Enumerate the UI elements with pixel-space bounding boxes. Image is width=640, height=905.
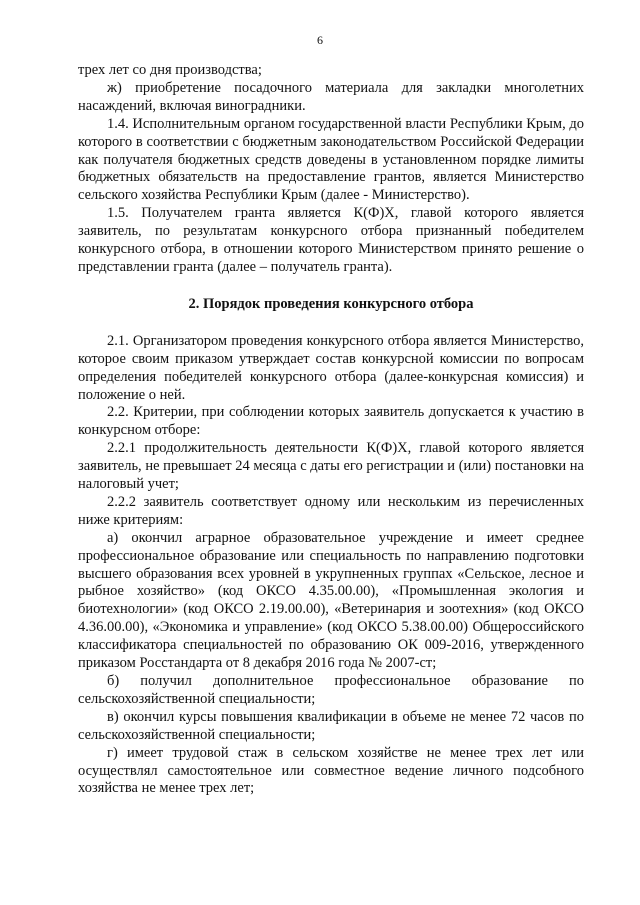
criterion-b: б) получил дополнительное профессиональное образование по сельскохозяйственной специальности; bbox=[78, 673, 584, 707]
paragraph-2-2-1: 2.2.1 продолжительность деятельности К(Ф)Х, главой которого является заявитель, не превышает 24 месяца с даты его регистрации и (или) постановки на налоговый учет; bbox=[78, 440, 584, 493]
paragraph-2-1: 2.1. Организатором проведения конкурсного отбора является Министерство, которое своим приказом утверждает состав конкурсной комиссии по вопросам определения победителей конкурсного отбора (далее-конкурсная комиссия) и положение о ней. bbox=[78, 332, 584, 403]
criterion-a: а) окончил аграрное образовательное учреждение и имеет среднее профессиональное образование или специальность по направлению подготовки высшего образования всех уровней в укрупненных группах «Сельское, лесное и рыбное хозяйство» (код ОКСО 4.35.00.00), «Промышленная экология и биотехнологии» (код ОКСО 2.19.00.00), «Ветеринария и зоотехния» (код ОКСО 4.36.00.00), «Экономика и управление» (код ОКСО 5.38.00.00) Общероссийского классификатора специальностей по образованию ОК 009-2016, утвержденного приказом Росстандарта от 8 декабря 2016 года № 2007-ст; bbox=[78, 529, 584, 672]
paragraph-2-2-2: 2.2.2 заявитель соответствует одному или нескольким из перечисленных ниже критериям: bbox=[78, 493, 584, 528]
criterion-g: г) имеет трудовой стаж в сельском хозяйстве не менее трех лет или осуществлял самостоятельное или совместное ведение личного подсобного хозяйства не менее трех лет; bbox=[78, 744, 584, 797]
section-heading: 2. Порядок проведения конкурсного отбора bbox=[188, 295, 474, 312]
page-number: 6 bbox=[317, 33, 323, 47]
paragraph-item-zh: ж) приобретение посадочного материала для закладки многолетних насаждений, включая виноградники. bbox=[78, 79, 584, 114]
paragraph-1-4: 1.4. Исполнительным органом государственной власти Республики Крым, до которого в соответствии с бюджетным законодательством Российской Федерации как получателя бюджетных средств доведены в установленном порядке лимиты бюджетных обязательств на предоставление грантов, является Министерство сельского хозяйства Республики Крым (далее - Министерство). bbox=[78, 115, 584, 204]
document-body bbox=[78, 62, 584, 798]
paragraph-2-2: 2.2. Критерии, при соблюдении которых заявитель допускается к участию в конкурсном отборе: bbox=[78, 404, 584, 439]
criterion-v: в) окончил курсы повышения квалификации в объеме не менее 72 часов по сельскохозяйственной специальности; bbox=[78, 708, 584, 743]
paragraph-continuation: трех лет со дня производства; bbox=[78, 62, 262, 78]
paragraph-1-5: 1.5. Получателем гранта является К(Ф)Х, главой которого является заявитель, по результатам конкурсного отбора признанный победителем конкурсного отбора, в отношении которого Министерством принято решение о представлении гранта (далее – получатель гранта). bbox=[78, 205, 584, 275]
